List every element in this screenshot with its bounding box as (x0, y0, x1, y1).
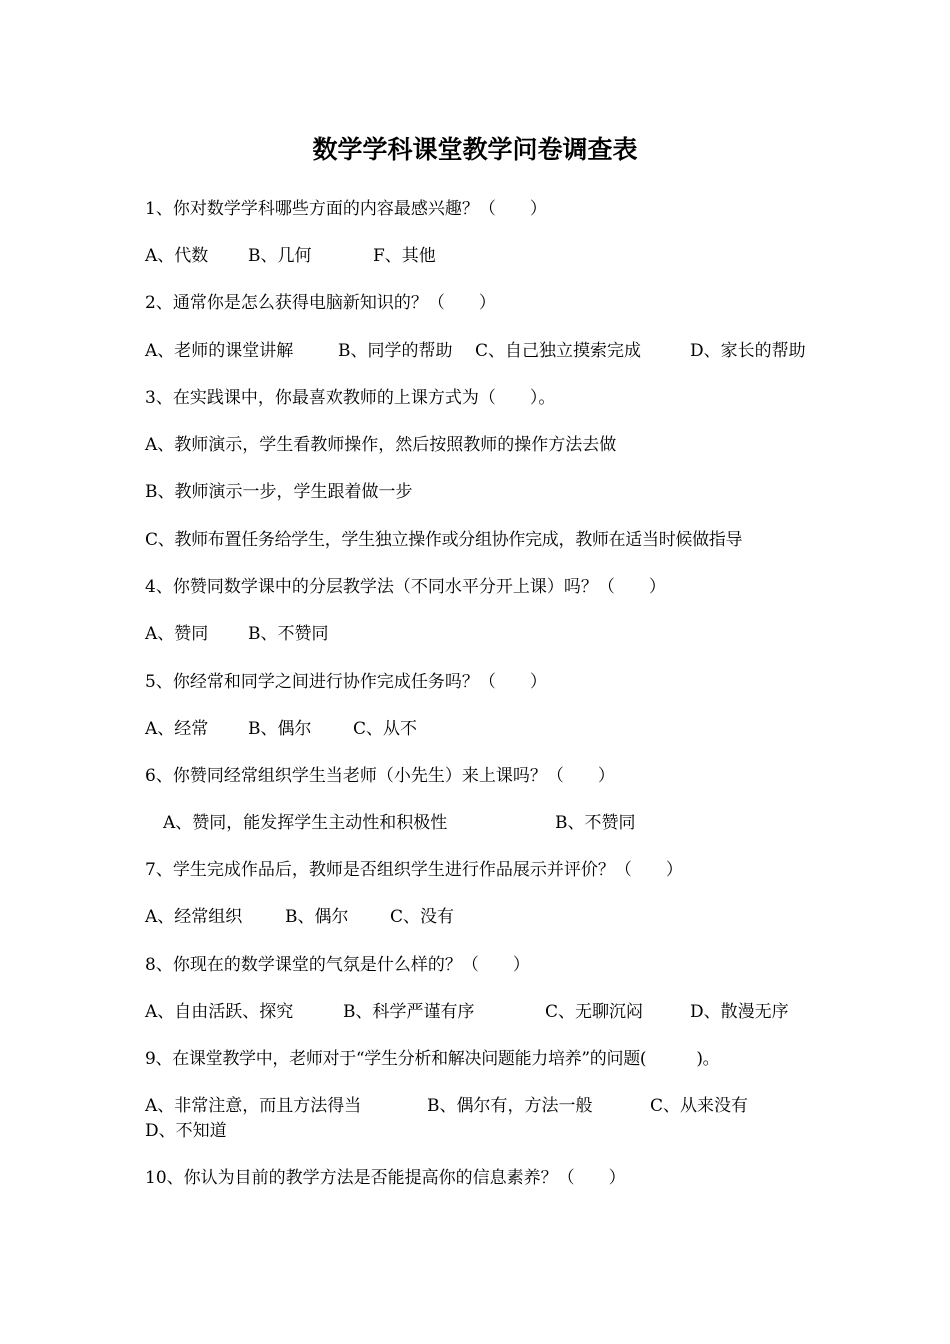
option-2c: C、自己独立摸索完成 (475, 341, 642, 361)
question-10: 10、你认为目前的教学方法是否能提高你的信息素养？（ ） (145, 1168, 626, 1188)
option-3c: C、教师布置任务给学生，学生独立操作或分组协作完成，教师在适当时候做指导 (145, 530, 743, 550)
option-5a: A、经常 (145, 719, 209, 739)
option-1b: B、几何 (248, 246, 312, 266)
question-6: 6、你赞同经常组织学生当老师（小先生）来上课吗？（ ） (145, 766, 615, 786)
option-1a: A、代数 (145, 246, 209, 266)
option-6b: B、不赞同 (555, 813, 636, 833)
option-9a: A、非常注意，而且方法得当 (145, 1096, 362, 1116)
option-6a: A、赞同，能发挥学生主动性和积极性 (163, 813, 448, 833)
question-1: 1、你对数学学科哪些方面的内容最感兴趣？（ ） (145, 199, 547, 219)
option-3a: A、教师演示，学生看教师操作，然后按照教师的操作方法去做 (145, 435, 617, 455)
option-2a: A、老师的课堂讲解 (145, 341, 294, 361)
option-9c: C、从来没有 (650, 1096, 749, 1116)
option-8b: B、科学严谨有序 (343, 1002, 475, 1022)
option-4a: A、赞同 (145, 624, 209, 644)
question-3: 3、在实践课中，你最喜欢教师的上课方式为（ ）。 (145, 388, 556, 408)
option-5c: C、从不 (353, 719, 418, 739)
option-1f: F、其他 (373, 246, 436, 266)
option-8c: C、无聊沉闷 (545, 1002, 644, 1022)
question-7: 7、学生完成作品后，教师是否组织学生进行作品展示并评价？（ ） (145, 860, 683, 880)
document-title: 数学学科课堂教学问卷调查表 (312, 135, 638, 164)
option-3b: B、教师演示一步，学生跟着做一步 (145, 482, 413, 502)
question-4: 4、你赞同数学课中的分层教学法（不同水平分开上课）吗？（ ） (145, 577, 666, 597)
option-7c: C、没有 (390, 907, 455, 927)
option-2b: B、同学的帮助 (338, 341, 453, 361)
question-2: 2、通常你是怎么获得电脑新知识的？（ ） (145, 293, 496, 313)
option-9b: B、偶尔有，方法一般 (427, 1096, 593, 1116)
option-9d: D、不知道 (145, 1121, 227, 1141)
option-7b: B、偶尔 (285, 907, 349, 927)
question-9: 9、在课堂教学中，老师对于“学生分析和解决问题能力培养”的问题( )。 (145, 1049, 720, 1069)
option-5b: B、偶尔 (248, 719, 312, 739)
option-4b: B、不赞同 (248, 624, 329, 644)
option-8a: A、自由活跃、探究 (145, 1002, 294, 1022)
question-5: 5、你经常和同学之间进行协作完成任务吗？（ ） (145, 672, 547, 692)
option-2d: D、家长的帮助 (690, 341, 806, 361)
option-7a: A、经常组织 (145, 907, 243, 927)
option-8d: D、散漫无序 (690, 1002, 789, 1022)
question-8: 8、你现在的数学课堂的气氛是什么样的？（ ） (145, 955, 530, 975)
